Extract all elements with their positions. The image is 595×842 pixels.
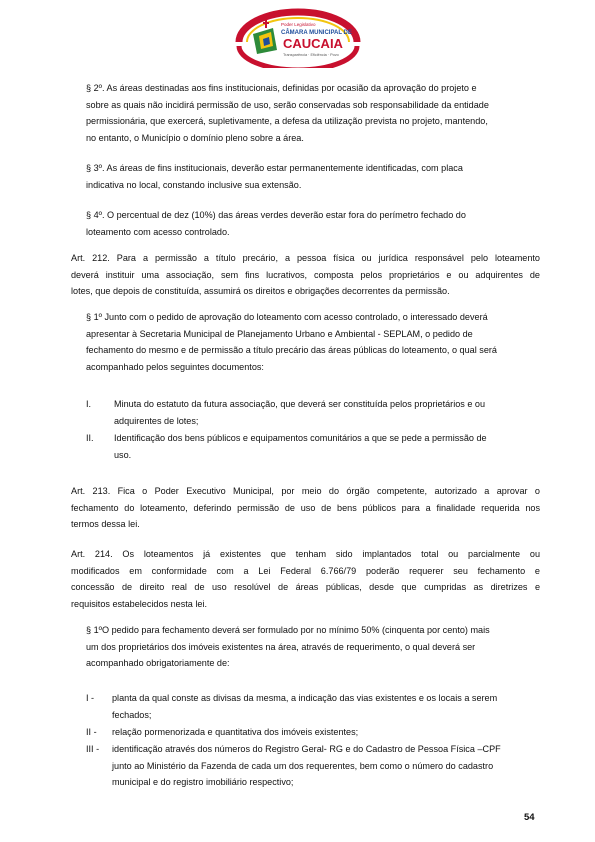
item-number: III - bbox=[86, 744, 100, 754]
svg-text:CÂMARA MUNICIPAL DE: CÂMARA MUNICIPAL DE bbox=[281, 30, 352, 36]
text-line: permissionária, que exercerá, supletivamente, a defesa da utilização prevista no projeto, mantendo, bbox=[86, 116, 488, 126]
svg-text:CAUCAIA: CAUCAIA bbox=[283, 36, 343, 51]
text-line: Minuta do estatuto da futura associação, que deverá ser constituída pelos proprietários e ou bbox=[114, 399, 486, 409]
text-line: um dos proprietários dos imóveis existentes na área, através de requerimento, o qual deverá ser bbox=[86, 641, 476, 652]
text-line: adquirentes de lotes; bbox=[114, 415, 199, 426]
text-line: fechados; bbox=[112, 709, 152, 720]
text-line: § 3º. As áreas de fins institucionais, deverão estar permanentemente identificadas, com placa bbox=[86, 163, 463, 173]
text-line: Art. 213. Fica o Poder Executivo Municipal, por meio do órgão competente, autorizado a aprovar o bbox=[71, 486, 540, 496]
page-number: 54 bbox=[524, 812, 535, 823]
text-line: § 1ºO pedido para fechamento deverá ser formulado por no mínimo 50% (cinquenta por cento) mais bbox=[86, 625, 490, 635]
text-line: termos dessa lei. bbox=[71, 519, 140, 529]
item-number: I. bbox=[86, 399, 92, 409]
text-line: lotes, que depois de constituída, assumirá os direitos e obrigações decorrentes da permissão. bbox=[71, 286, 450, 296]
paragraph-4 bbox=[86, 207, 526, 240]
text-line: requisitos estabelecidos nesta lei. bbox=[71, 598, 207, 609]
article-213 bbox=[71, 483, 540, 533]
text-line: § 1º Junto com o pedido de aprovação do loteamento com acesso controlado, o interessado deverá bbox=[86, 312, 488, 322]
text-line: deverá instituir uma associação, sem fins lucrativos, composta pelos proprietários e ou adquirentes de bbox=[71, 269, 540, 280]
article-214 bbox=[71, 546, 540, 612]
text-line: concessão de direito real de uso resolúvel de áreas públicas, desde que cumpridas as diretrizes e bbox=[71, 582, 540, 592]
text-line: loteamento com acesso controlado. bbox=[86, 226, 230, 237]
text-line: Identificação dos bens públicos e equipamentos comunitários a que se pede a permissão de bbox=[114, 433, 487, 443]
chamber-logo bbox=[233, 6, 363, 68]
list-item bbox=[112, 690, 540, 723]
article-212-paragraph-1 bbox=[86, 309, 526, 375]
item-number: I - bbox=[86, 693, 95, 703]
chamber-emblem-icon bbox=[233, 6, 363, 68]
text-line: uso. bbox=[114, 449, 132, 460]
text-line: junto ao Ministério da Fazenda de cada um dos requerentes, bem como o número do cadastro bbox=[112, 760, 494, 771]
text-line: fechamento do loteamento, deferindo permissão de uso de bens públicos para a finalidade requerida nos bbox=[71, 502, 540, 513]
item-number: II. bbox=[86, 433, 94, 443]
text-line: acompanhado obrigatoriamente de: bbox=[86, 658, 230, 668]
paragraph-3 bbox=[86, 160, 526, 193]
text-line: apresentar à Secretaria Municipal de Planejamento Urbano e Ambiental - SEPLAM, o pedido de bbox=[86, 328, 473, 339]
text-line: relação pormenorizada e quantitativa dos imóveis existentes; bbox=[112, 727, 359, 737]
text-line: § 4º. O percentual de dez (10%) das áreas verdes deverão estar fora do perímetro fechado do bbox=[86, 210, 466, 220]
article-214-paragraph-1 bbox=[86, 622, 526, 672]
text-line: acompanhado pelos seguintes documentos: bbox=[86, 361, 264, 372]
article-212 bbox=[71, 250, 540, 300]
text-line: sobre as quais não incidirá permissão de uso, serão conservadas sob responsabilidade da entidade bbox=[86, 99, 489, 110]
item-number: II - bbox=[86, 727, 97, 737]
list-item bbox=[114, 430, 540, 463]
list-item bbox=[112, 741, 540, 791]
text-line: identificação através dos números do Registro Geral- RG e do Cadastro de Pessoa Física –CPF bbox=[112, 744, 501, 754]
text-line: Art. 214. Os loteamentos já existentes que tenham sido implantados total ou parcialmente ou bbox=[71, 549, 540, 559]
text-line: no entanto, o Município o domínio pleno sobre a área. bbox=[86, 132, 304, 143]
svg-text:Poder Legislativo: Poder Legislativo bbox=[281, 22, 316, 27]
list-item bbox=[112, 724, 540, 741]
text-line: municipal e do registro imobiliário respectivo; bbox=[112, 777, 294, 787]
paragraph-2 bbox=[86, 80, 526, 146]
text-line: fechamento do mesmo e de permissão a título precário das áreas públicas do loteamento, o qual será bbox=[86, 345, 497, 355]
text-line: Art. 212. Para a permissão a título precário, a pessoa física ou jurídica responsável pelo loteamento bbox=[71, 253, 540, 263]
text-line: indicativa no local, constando inclusive sua extensão. bbox=[86, 179, 302, 190]
text-line: § 2º. As áreas destinadas aos fins institucionais, definidas por ocasião da aprovação do projeto e bbox=[86, 83, 477, 93]
svg-text:Transparência · Eficiência · P: Transparência · Eficiência · Povo bbox=[283, 53, 339, 57]
text-line: modificados em conformidade com a Lei Federal 6.766/79 poderão requerer seu fechamento e bbox=[71, 565, 540, 576]
list-item bbox=[114, 396, 540, 429]
text-line: planta da qual conste as divisas da mesma, a indicação das vias existentes e os locais a serem bbox=[112, 693, 498, 703]
